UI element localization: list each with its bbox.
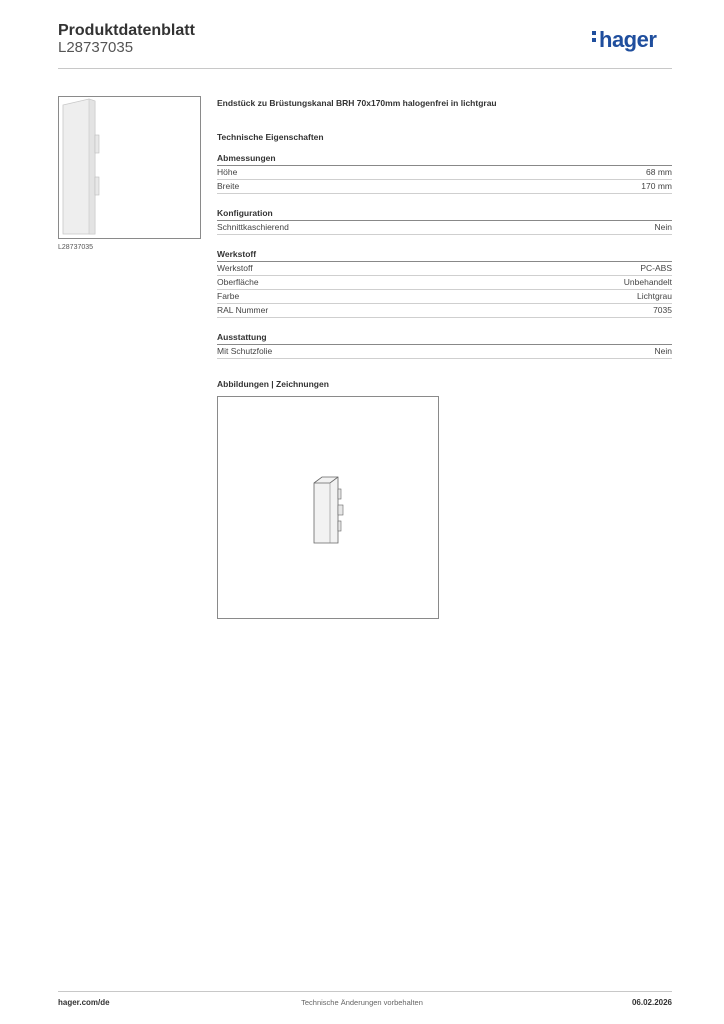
thumbnail-caption: L28737035 — [58, 244, 94, 251]
section-title: Ausstattung — [217, 332, 672, 345]
product-code: L28737035 — [58, 39, 134, 56]
footer-website-link[interactable]: hager.com/de — [58, 998, 110, 1007]
property-label: Mit Schutzfolie — [217, 346, 273, 356]
section-title: Werkstoff — [217, 249, 672, 262]
property-row — [217, 290, 672, 304]
property-label: Oberfläche — [217, 277, 259, 287]
section-material — [217, 249, 672, 318]
end-cap-thumbnail-icon — [59, 97, 200, 238]
property-value: 68 mm — [646, 167, 672, 177]
property-label: Werkstoff — [217, 263, 253, 273]
property-row — [217, 180, 672, 194]
product-drawing — [217, 396, 439, 619]
product-details — [217, 97, 672, 390]
section-title: Abmessungen — [217, 153, 672, 166]
property-row — [217, 345, 672, 359]
page-title: Produktdatenblatt — [58, 22, 195, 39]
property-value: Unbehandelt — [623, 277, 672, 287]
property-row — [217, 221, 672, 235]
section-configuration — [217, 208, 672, 235]
end-cap-drawing-icon — [218, 397, 438, 618]
logo-dots-icon — [592, 28, 597, 45]
technical-properties-title: Technische Eigenschaften — [217, 132, 324, 142]
footer-date: 06.02.2026 — [631, 998, 672, 1007]
property-value: 170 mm — [641, 181, 672, 191]
property-value: Nein — [654, 222, 672, 232]
property-label: Höhe — [217, 167, 238, 177]
property-label: RAL Nummer — [217, 305, 269, 315]
section-title: Konfiguration — [217, 208, 672, 221]
property-value: 7035 — [653, 305, 672, 315]
property-row — [217, 304, 672, 318]
product-thumbnail — [58, 96, 201, 239]
logo-text: hager — [599, 27, 657, 52]
hager-logo — [592, 27, 656, 53]
property-row — [217, 276, 672, 290]
property-label: Farbe — [217, 291, 240, 301]
property-row — [217, 166, 672, 180]
property-value: Lichtgrau — [637, 291, 672, 301]
footer-notice: Technische Änderungen vorbehalten — [301, 998, 423, 1007]
product-description: Endstück zu Brüstungskanal BRH 70x170mm halogenfrei in lichtgrau — [217, 98, 497, 108]
property-value: PC-ABS — [640, 263, 672, 273]
property-value: Nein — [654, 346, 672, 356]
section-dimensions — [217, 153, 672, 194]
footer-divider — [58, 991, 672, 992]
property-label: Schnittkaschierend — [217, 222, 289, 232]
images-drawings-title: Abbildungen | Zeichnungen — [217, 379, 329, 389]
section-equipment — [217, 332, 672, 359]
property-row — [217, 262, 672, 276]
property-label: Breite — [217, 181, 240, 191]
header-divider — [58, 68, 672, 69]
